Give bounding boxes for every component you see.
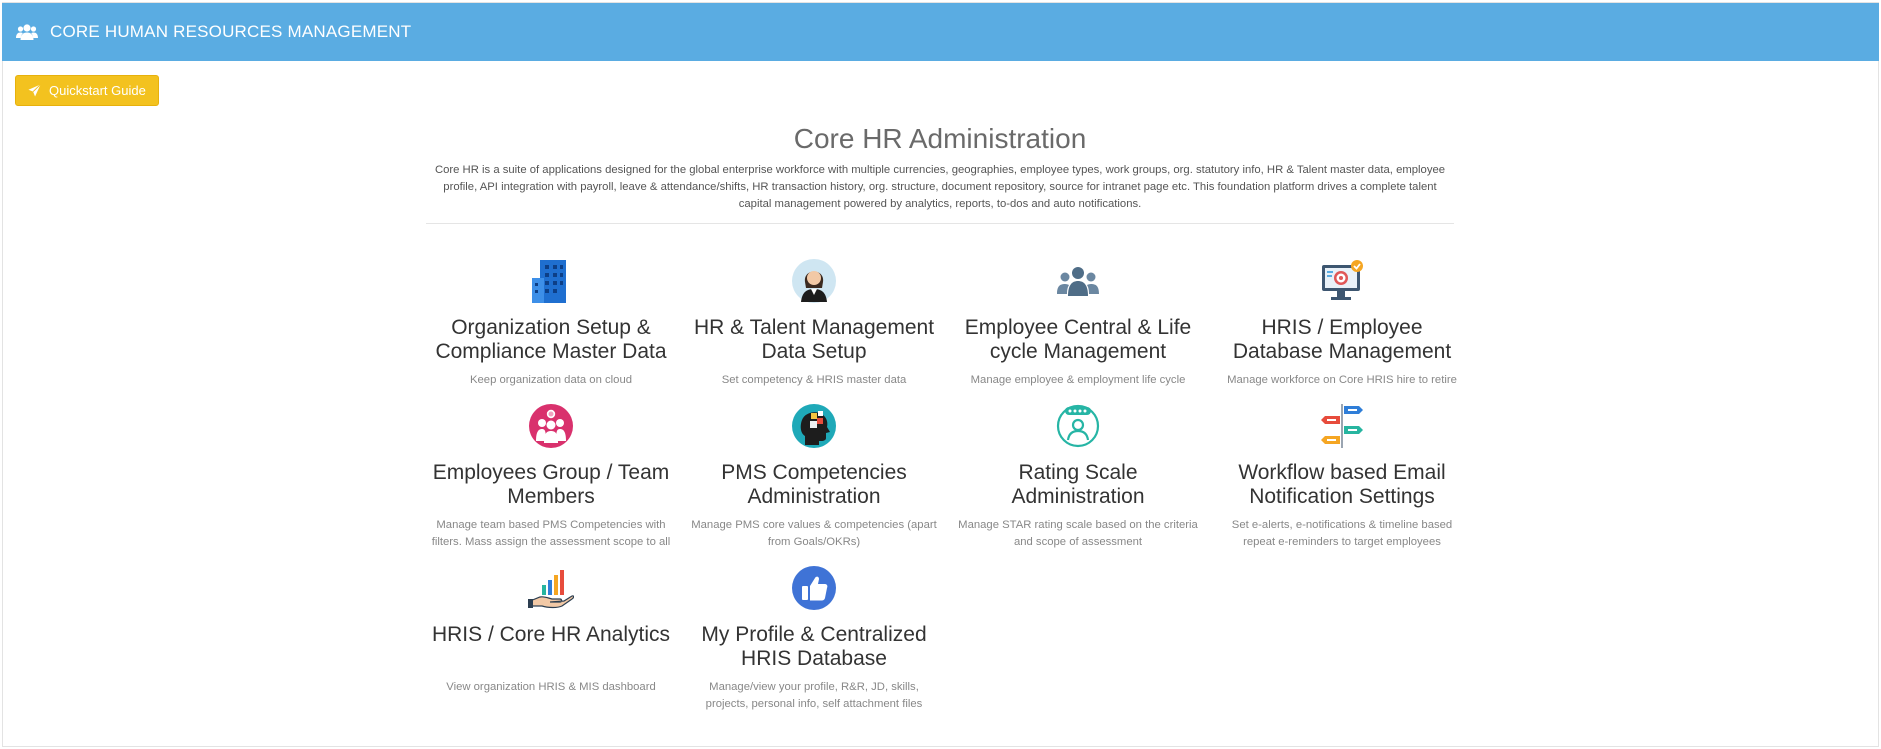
module-title: HR & Talent Management Data Setup [693,316,935,363]
module-description: View organization HRIS & MIS dashboard [446,681,656,693]
page-title: Core HR Administration [793,123,1087,154]
page-description: Core HR is a suite of applications designed for the global enterprise workforce with multiple currencies, geographies, employee types, work groups, org. statutory info, HR & Talent master data, employee profile, API integration with payroll, leave & attendance/shifts, HR transaction history, org. structure, document repository, source for intranet page etc. This foundation platform drives a complete talent capital management powered by analytics, reports, to-dos and auto notifications. [434,164,1446,210]
building-icon [528,258,574,304]
module-card-rating-scale[interactable] [953,403,1203,551]
main-content [426,118,1457,710]
quickstart-guide-label: Quickstart Guide [49,83,146,98]
team-members-icon [528,403,574,449]
workflow-icon [1319,403,1365,449]
head-gears-icon [791,403,837,449]
module-title: PMS Competencies Administration [721,461,907,508]
top-header-bar [2,3,1879,61]
module-title: HRIS / Core HR Analytics [431,623,671,646]
quickstart-guide-button[interactable] [15,75,159,106]
module-title: Organization Setup & Compliance Master Data [435,316,667,363]
analytics-hand-icon [528,565,574,611]
module-title: Workflow based Email Notification Settings [1238,461,1446,508]
module-card-employee-central[interactable] [953,258,1203,389]
module-title: HRIS / Employee Database Management [1232,316,1452,363]
module-card-hr-talent-setup[interactable] [689,258,939,389]
thumbs-up-icon [791,565,837,611]
module-title: Employee Central & Life cycle Management [964,316,1192,363]
module-description: Manage PMS core values & competencies (apart from Goals/OKRs) [691,519,937,548]
header-title: CORE HUMAN RESOURCES MANAGEMENT [50,22,412,41]
module-description: Keep organization data on cloud [469,374,633,386]
module-description: Manage/view your profile, R&R, JD, skills, projects, personal info, self attachment files [705,681,923,710]
businesswoman-icon [791,258,837,304]
module-card-hris-analytics[interactable] [426,565,676,696]
module-description: Manage STAR rating scale based on the criteria and scope of assessment [958,519,1198,548]
module-title: Rating Scale Administration [1011,461,1145,508]
module-card-employees-group[interactable] [426,403,676,551]
module-card-my-profile[interactable] [689,565,939,713]
module-description: Manage workforce on Core HRIS hire to retire [1227,374,1457,386]
module-description: Manage team based PMS Competencies with filters. Mass assign the assessment scope to all [431,519,671,548]
module-card-hris-database[interactable] [1217,258,1467,389]
paper-plane-icon [28,84,41,97]
users-icon [16,23,38,41]
employee-group-icon [1055,258,1101,304]
star-rating-icon [1055,403,1101,449]
monitor-target-icon [1319,258,1365,304]
module-description: Manage employee & employment life cycle [970,374,1186,386]
module-description: Set competency & HRIS master data [721,374,907,386]
module-card-pms-competencies[interactable] [689,403,939,551]
module-card-organization-setup[interactable] [426,258,676,389]
module-card-workflow-notification[interactable] [1217,403,1467,551]
page-frame [2,2,1879,747]
module-title: My Profile & Centralized HRIS Database [701,623,927,670]
module-description: Set e-alerts, e-notifications & timeline based repeat e-reminders to target employees [1231,519,1453,548]
module-title: Employees Group / Team Members [432,461,670,508]
divider [426,223,1454,224]
